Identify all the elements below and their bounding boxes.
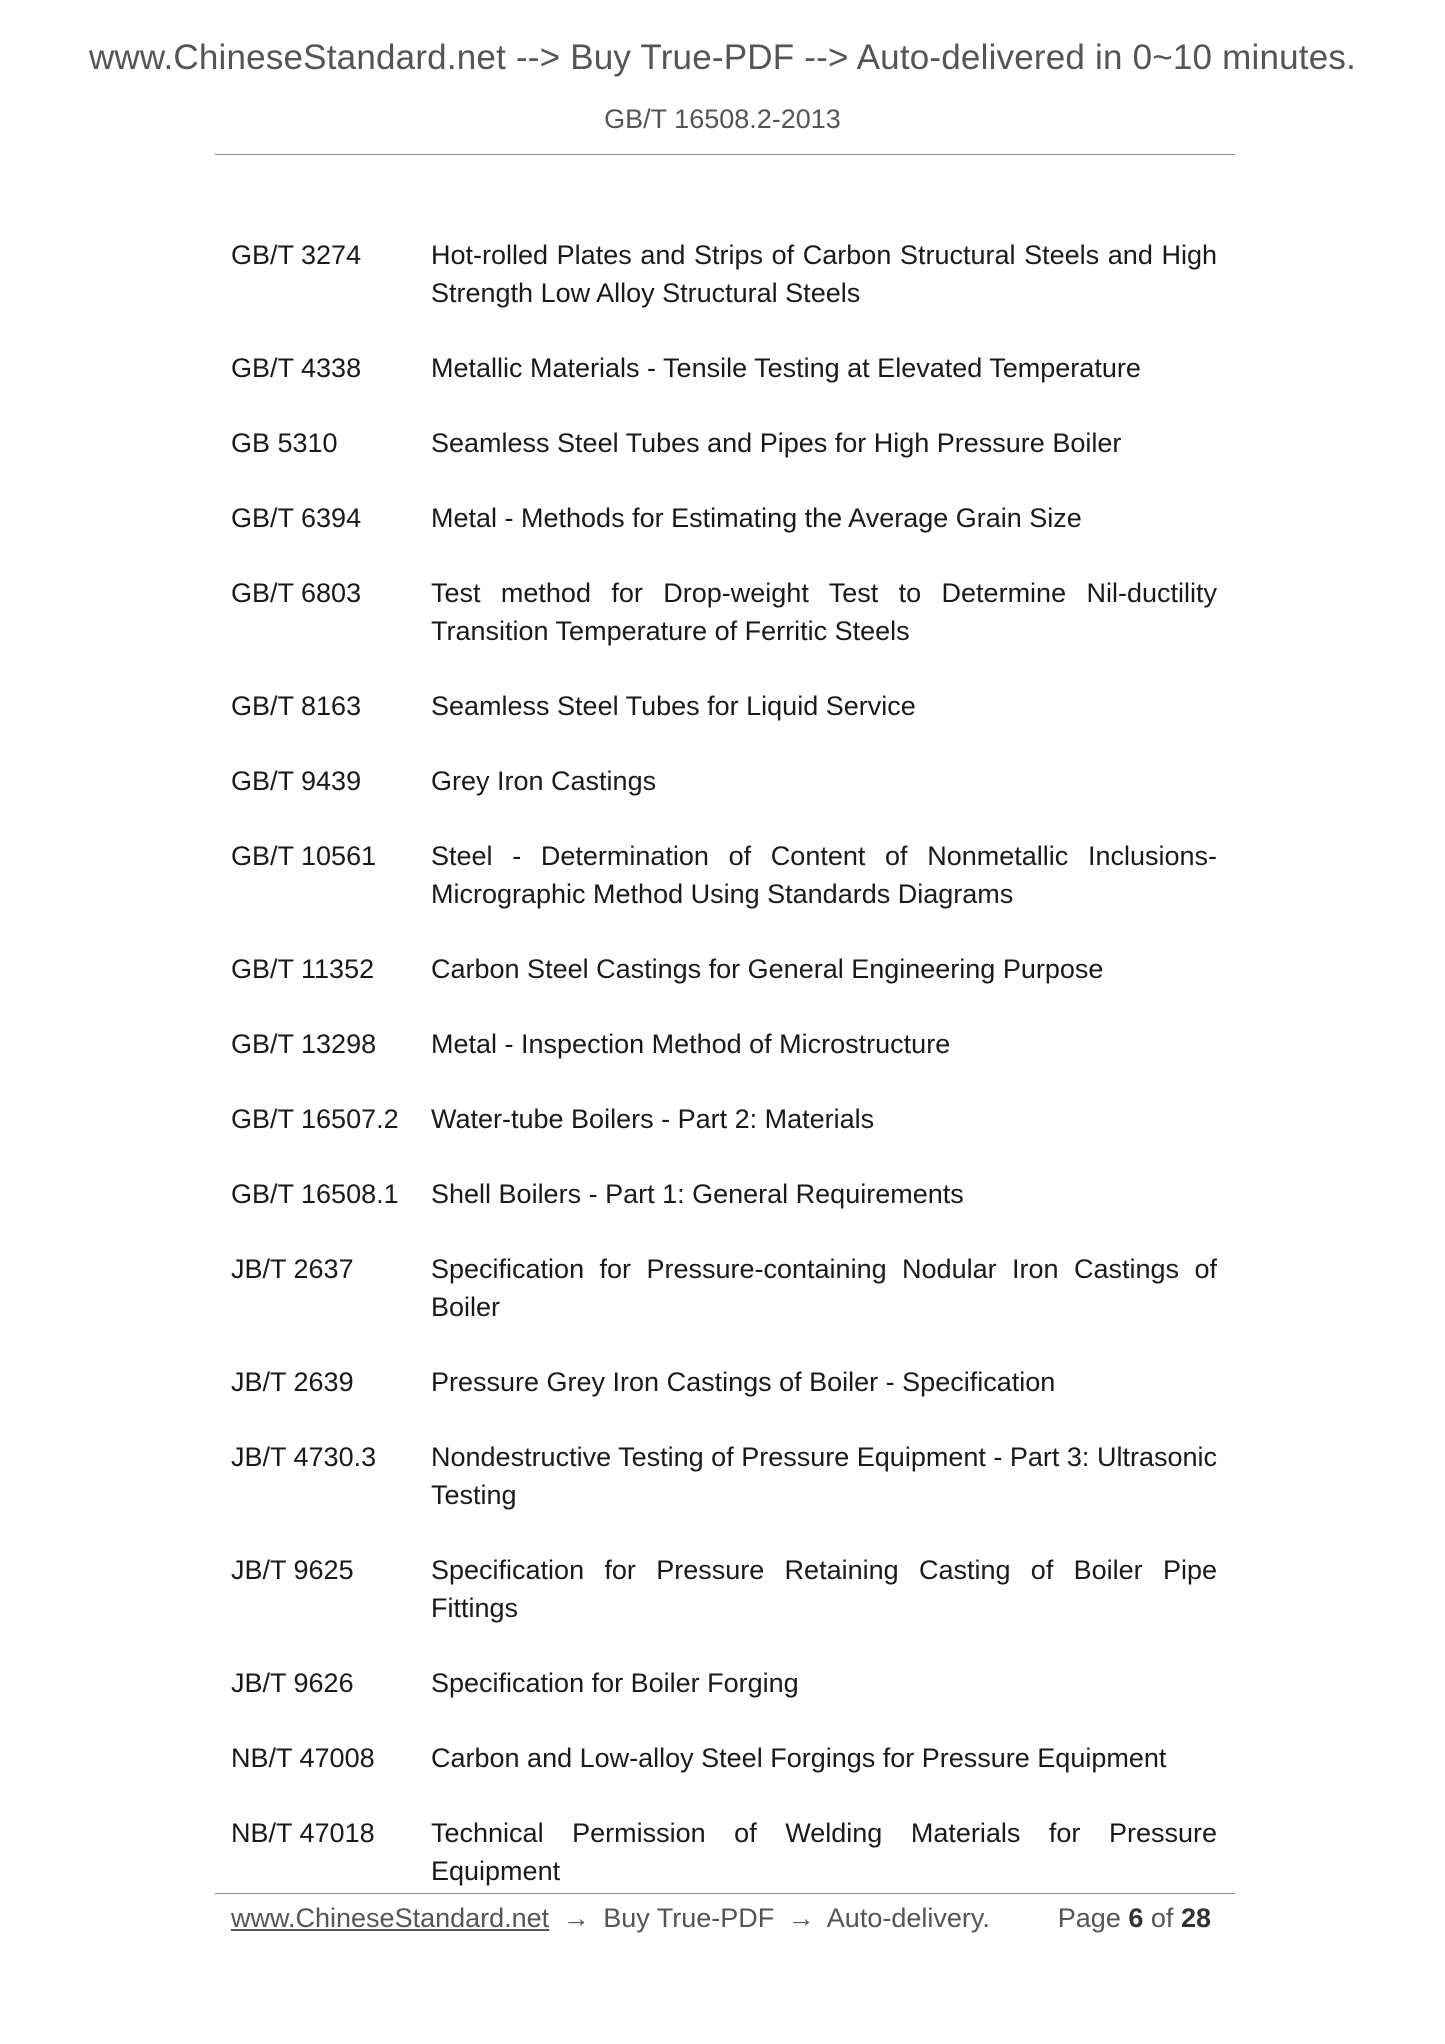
reference-title: Nondestructive Testing of Pressure Equipment - Part 3: Ultrasonic Testing [431, 1442, 1217, 1510]
reference-row [231, 1739, 1217, 1777]
document-id: GB/T 16508.2-2013 [604, 104, 841, 134]
reference-code: GB/T 11352 [231, 954, 375, 984]
reference-row [231, 1100, 1217, 1138]
reference-row [231, 1025, 1217, 1063]
reference-title: Grey Iron Castings [431, 766, 657, 796]
page-footer [231, 1899, 1211, 1937]
reference-code: GB/T 10561 [231, 841, 377, 871]
reference-row [231, 424, 1217, 462]
reference-row [231, 236, 1217, 312]
reference-title: Seamless Steel Tubes and Pipes for High Pressure Boiler [431, 428, 1122, 458]
reference-code: GB/T 6394 [231, 503, 362, 533]
arrow-right-icon: → [787, 1903, 815, 1933]
reference-row [231, 762, 1217, 800]
reference-title: Carbon Steel Castings for General Engineering Purpose [431, 954, 1104, 984]
reference-row [231, 1814, 1217, 1890]
reference-row [231, 950, 1217, 988]
reference-row [231, 1250, 1217, 1326]
footer-divider [215, 1893, 1235, 1894]
reference-code: GB 5310 [231, 428, 338, 458]
reference-title: Specification for Boiler Forging [431, 1668, 799, 1698]
reference-row [231, 574, 1217, 650]
reference-title: Metal - Methods for Estimating the Average Grain Size [431, 503, 1082, 533]
reference-code: JB/T 9626 [231, 1668, 354, 1698]
reference-row [231, 1551, 1217, 1627]
website-link[interactable]: www.ChineseStandard.net [231, 1903, 550, 1933]
page-total: 28 [1180, 1903, 1211, 1933]
reference-row [231, 1363, 1217, 1401]
reference-code: JB/T 4730.3 [231, 1442, 377, 1472]
reference-title: Technical Permission of Welding Materials for Pressure Equipment [431, 1818, 1217, 1886]
reference-title: Specification for Pressure Retaining Casting of Boiler Pipe Fittings [431, 1555, 1217, 1623]
header-banner: www.ChineseStandard.net --> Buy True-PDF --> Auto-delivered in 0~10 minutes. [88, 38, 1357, 77]
reference-code: GB/T 6803 [231, 578, 362, 608]
reference-row [231, 1664, 1217, 1702]
reference-code: GB/T 8163 [231, 691, 362, 721]
reference-title: Shell Boilers - Part 1: General Requirements [431, 1179, 964, 1209]
reference-code: JB/T 2639 [231, 1367, 354, 1397]
reference-row [231, 837, 1217, 913]
reference-row [231, 499, 1217, 537]
reference-code: NB/T 47008 [231, 1743, 375, 1773]
page-indicator [1058, 1899, 1211, 1937]
reference-title: Metal - Inspection Method of Microstructure [431, 1029, 951, 1059]
reference-title: Test method for Drop-weight Test to Determine Nil-ductility Transition Temperature of Ferritic Steels [431, 578, 1217, 646]
buy-text: Buy True-PDF [603, 1903, 775, 1933]
normative-references-list [231, 236, 1217, 1927]
delivery-text: Auto-delivery. [826, 1903, 990, 1933]
reference-row [231, 1175, 1217, 1213]
reference-code: JB/T 2637 [231, 1254, 354, 1284]
page-label: Page [1057, 1903, 1121, 1933]
reference-title: Carbon and Low-alloy Steel Forgings for Pressure Equipment [431, 1743, 1167, 1773]
reference-code: GB/T 3274 [231, 240, 362, 270]
reference-row [231, 687, 1217, 725]
reference-row [231, 349, 1217, 387]
header-divider [215, 154, 1235, 155]
reference-title: Pressure Grey Iron Castings of Boiler - Specification [431, 1367, 1056, 1397]
reference-title: Water-tube Boilers - Part 2: Materials [431, 1104, 875, 1134]
arrow-right-icon: → [562, 1903, 590, 1933]
reference-code: JB/T 9625 [231, 1555, 354, 1585]
reference-title: Metallic Materials - Tensile Testing at Elevated Temperature [431, 353, 1141, 383]
reference-code: GB/T 13298 [231, 1029, 377, 1059]
reference-code: GB/T 4338 [231, 353, 362, 383]
reference-code: NB/T 47018 [231, 1818, 375, 1848]
page-current: 6 [1128, 1903, 1144, 1933]
reference-code: GB/T 16508.1 [231, 1179, 399, 1209]
reference-code: GB/T 9439 [231, 766, 362, 796]
reference-code: GB/T 16507.2 [231, 1104, 399, 1134]
reference-title: Specification for Pressure-containing Nodular Iron Castings of Boiler [431, 1254, 1217, 1322]
page-of: of [1150, 1903, 1174, 1933]
reference-title: Steel - Determination of Content of Nonmetallic Inclusions-Micrographic Method Using Standards Diagrams [431, 841, 1217, 909]
reference-row [231, 1438, 1217, 1514]
reference-title: Seamless Steel Tubes for Liquid Service [431, 691, 916, 721]
reference-title: Hot-rolled Plates and Strips of Carbon Structural Steels and High Strength Low Alloy Structural Steels [431, 240, 1217, 308]
